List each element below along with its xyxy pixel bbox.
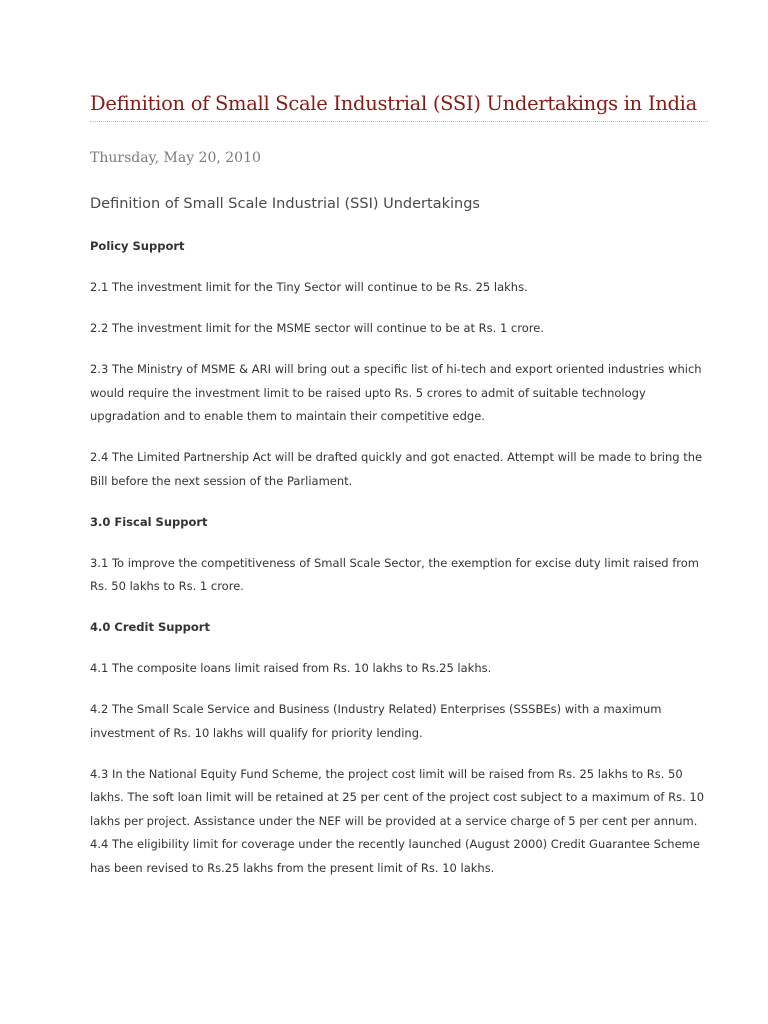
post-subtitle: Definition of Small Scale Industrial (SSI) Undertakings [90, 196, 480, 212]
paragraph-4-1: 4.1 The composite loans limit raised from Rs. 10 lakhs to Rs.25 lakhs. [90, 661, 492, 675]
paragraph-2-4: 2.4 The Limited Partnership Act will be drafted quickly and got enacted. Attempt will be made to bring the Bill before the next session of the Parliament. [90, 450, 703, 488]
post-body [90, 235, 710, 898]
paragraph-2-1: 2.1 The investment limit for the Tiny Sector will continue to be Rs. 25 lakhs. [90, 280, 528, 294]
title-divider [90, 121, 708, 122]
paragraph-2-2: 2.2 The investment limit for the MSME sector will continue to be at Rs. 1 crore. [90, 321, 544, 335]
paragraph-2-3: 2.3 The Ministry of MSME & ARI will bring out a specific list of hi-tech and export oriented industries which would require the investment limit to be raised upto Rs. 5 crores to admit of suitable technology upgradation and to enable them to maintain their competitive edge. [90, 362, 702, 423]
paragraph-4-3: 4.3 In the National Equity Fund Scheme, the project cost limit will be raised from Rs. 25 lakhs to Rs. 50 lakhs. The soft loan limit will be retained at 25 per cent of the project cost subject to a maximum of Rs. 10 lakhs per project. Assistance under the NEF will be provided at a service charge of 5 per cent per annum. [90, 766, 705, 828]
paragraph-3-1: 3.1 To improve the competitiveness of Small Scale Sector, the exemption for excise duty limit raised from Rs. 50 lakhs to Rs. 1 crore. [90, 555, 699, 593]
post-date: Thursday, May 20, 2010 [90, 150, 261, 166]
post-title[interactable]: Definition of Small Scale Industrial (SSI) Undertakings in India [90, 92, 697, 115]
section-heading-fiscal-support: 3.0 Fiscal Support [90, 514, 208, 529]
section-heading-credit-support: 4.0 Credit Support [90, 620, 210, 634]
paragraph-4-2: 4.2 The Small Scale Service and Business (Industry Related) Enterprises (SSSBEs) with a maximum investment of Rs. 10 lakhs will qualify for priority lending. [90, 702, 662, 740]
section-heading-policy-support: Policy Support [90, 239, 185, 253]
paragraph-4-4: 4.4 The eligibility limit for coverage under the recently launched (August 2000) Credit Guarantee Scheme has been revised to Rs.25 lakhs from the present limit of Rs. 10 lakhs. [90, 837, 700, 875]
